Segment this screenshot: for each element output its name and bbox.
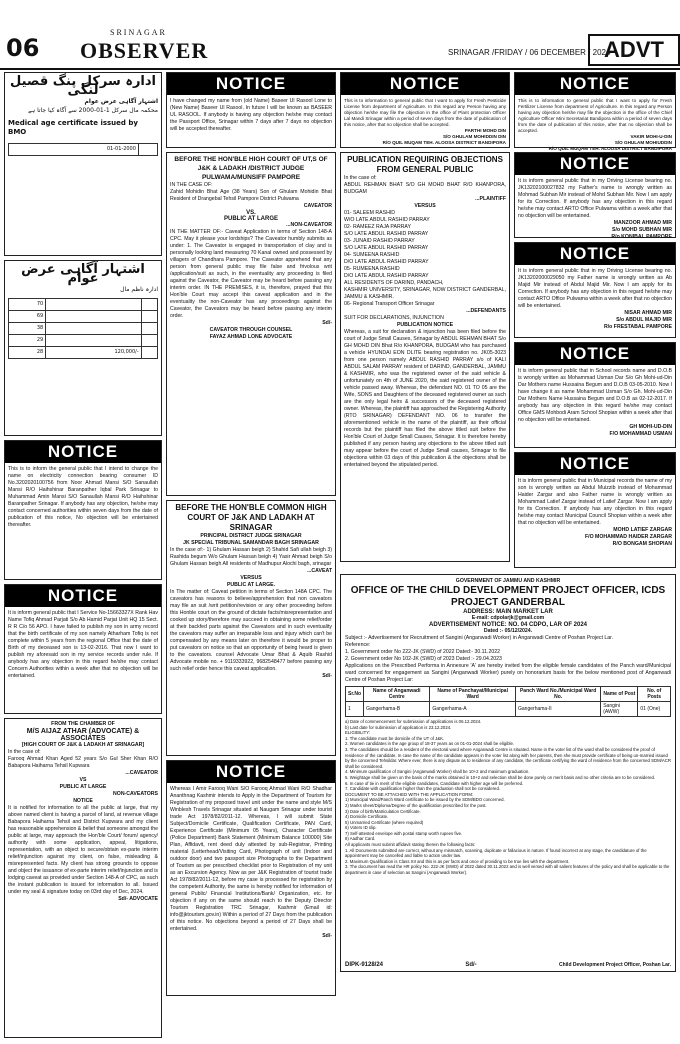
eligibility-point: 5. Weightage shall be given on the basis of the marks obtained in 10+2 and selection shall be done purely on merit basis and no other criteria are to be considered. <box>345 774 656 780</box>
case-of: In the case of: <box>8 749 41 755</box>
vs: VERSUS <box>240 575 262 581</box>
court-name: [HIGH COURT OF J&K & LADAKH AT SRINAGAR] <box>21 742 145 748</box>
govt-advertisement <box>340 574 676 972</box>
dateline: SRINAGAR /FRIDAY / 06 DECEMBER / 2024 <box>448 48 611 57</box>
signature: MOHD LATIEF ZARGAR <box>613 527 672 533</box>
defendant-line: 03- JUNAID RASHID PARRAY <box>344 238 415 244</box>
notice-body: This is to inform the general public that I intend to change the name on electricity connection bearing consumer ID No.3202020100756 from Noor Ahmad Mansi S/O Sanaullah Mansi R/O Haihshinar Baranpather Iqbal Park Srinagar to Muhammad Amin Mansi S/O Sanaullah Mansi R/O Haihshinar Baranpather Srinagar. If anybody has any objection, he/she may contact concerned authorities within seven days from the date of publication of this notice, No objection will be entertained thereafter. <box>8 466 158 528</box>
court-sub-2: JK SPECIAL TRIBUNAL SAMANDAR BAGH SRINAGAR <box>183 540 319 546</box>
defendant-line: 04- SUMEENA RASHID <box>344 252 400 258</box>
publication-objections <box>340 152 510 562</box>
through: CAVEATOR THROUGH COUNSEL <box>209 327 293 333</box>
table-cell: 29 <box>9 335 46 347</box>
eligibility-point: 1. The candidate must be domicile of the UT of J&K. <box>345 735 445 741</box>
signature: PARTHI MOHD DIN <box>464 128 506 133</box>
signature-relation: F/O MOHAMMAD USMAN <box>609 431 672 437</box>
dipk-number: DIPK-9128/24 <box>345 962 384 968</box>
table-cell: Gangerhama-B <box>364 702 430 717</box>
caveator: CAVEATOR <box>303 203 332 209</box>
table-row <box>9 335 158 347</box>
officer-title: Child Development Project Officer, Poshan Lar. <box>559 962 671 968</box>
non-caveators: NON-CAVEATORS <box>113 791 158 797</box>
defendant-list <box>344 210 506 308</box>
defendant-line: S/O LATE ABDUL RASHID PARRAY <box>344 245 429 251</box>
table-row <box>9 311 158 323</box>
non-caveator: ...NON-CAVEATOR <box>286 222 332 228</box>
advertisement-number: ADVERTISEMENT NOTICE: NO. 04 CDPO, LAR OF 2024 <box>428 622 588 628</box>
signature-address: R/o KONIBAL PAMPORE <box>611 234 672 240</box>
defendant-line: ALL RESIDENTS OF DARIND, PANDACH, <box>344 280 444 286</box>
signature-relation: S/O GHULAM MOHIUDDIN <box>614 140 672 145</box>
notice-heading: NOTICE <box>5 585 161 607</box>
court-sub: PRINCIPAL DISTRICT JUDGE SRINAGAR <box>200 533 302 539</box>
notice-driving-license-2 <box>514 242 676 338</box>
notice-heading: NOTICE <box>515 243 675 265</box>
masthead-bar <box>0 0 680 70</box>
notice-heading: NOTICE <box>5 441 161 463</box>
table-row <box>9 299 158 311</box>
defendants: ...DEFENDANTS <box>466 308 506 314</box>
urdu-line: اشتہار آگاہی عرض عوام <box>84 98 158 105</box>
page-number: 06 <box>6 34 40 62</box>
urdu-line: محکمہ مال سرکل 1-01-2000 سے آگاہ کیا جاتا ہے <box>28 107 158 114</box>
notice-army <box>4 584 162 714</box>
signature: Sd/- <box>322 320 332 326</box>
notice-fertilizer <box>514 72 676 151</box>
notice-label: NOTICE <box>73 798 93 804</box>
eligibility-point: 4. Minimum qualification of Sangini (Anganwadi Worker) shall be 10+2 and maximum graduation. <box>345 769 530 775</box>
notice-school-records <box>514 342 676 448</box>
table-row <box>346 702 671 717</box>
table-cell: Gangerhama-A <box>430 702 516 717</box>
signature-relation: S/o MOHD SUBHAN MIR <box>612 227 672 233</box>
public: PUBLIC AT LARGE. <box>226 582 276 588</box>
caveat-body: In The matter of: Caveat petition in terms of Section 148A CPC. The caveators has reasons to believe/apprehension that non caveators may file an suit /writ petition/revision or any other proceeding before this Honble court on the ground of dictate facts/misrepresentation and cooked up story/therefore may succeed in obtaining some relief/order at their backfed parts against the Caveators and in such eventuality the caveators may suffer an irreparable loss and injury which can't be compensated by any means later on therefore it would be proper to put caveators on notice so that an opportunity of being heard is given to the caveators. counsel Advocate Umar Bhat & Aquib Rashid Advocate mobile no. + 9119333922, 9682548477 before passing any such relief order hence this caveat application. <box>170 589 332 672</box>
table-cell: 1 <box>346 702 364 717</box>
notice-body: Whereas I Amir Farooq Wani S/O Farooq Ahmad Wani R/O Shadhar Ananthnag Kashmir intends to Apply in the Department of Tourism for Registration of my proposed travel unit under the name and style M/S Winblesh Travels Srinagar situated at Naugam Srinagar under tourist trade Act 1978/82/2011-12. Whereas, I will submit State Subject/Domicile Certificate, Qualification Certificate, PAN Card, Experience Certificate (Minimum 05 Years), Character Certificate (Police Department) Bank Statement (Minimum Balance 100000) Site Plan, Affidavit, rent deed duly attested by sub-Registrar, Printing material (Letterhead/Visiting Card, Photograph of unit (Indoor and outdoor door) and two passport size Photographs to the Department of Tourism as per prescribed checklist prior to Registration of my unit as an Excursion Agency. Now as per J&K Registration of tourist trade Act 1978/82/2011-12, before my case is processed for registration by the competent Authority, the same is hereby notified for information of general Public/ Financial Institutions/Bank/ Organization, etc. for objection if any on the same should reach to the Deputy Director Tourism Registration TRC Srinagar, Kashmir (Email id: info@jktourism.gov.in) Within a period of 27 Days from the publication of this notice. No objections beyond a period of 27 Days shall be entertained. <box>170 786 332 932</box>
notice-body: It is inform general public that in my Driving License bearing no. JK13202100027832 my Father's name is wrongly written as Mohmad Subhan Mir instead of Mohd Subhan Mir. Now I am apply for its Correction. If anybody has any objection in this regard he/she may contact ARTO Office Pulwama within a week after that no objection will be entertained. <box>518 178 672 219</box>
eligibility-point: b) Last date for submission of application is 23.12.2024. <box>345 724 452 730</box>
eligibility-point: 3) Date of birth/Matriculation Certificate. <box>345 808 421 814</box>
reference: 2. Government order No 102-JK (SWD) of 2023 Dated :- 29.04.2023 <box>345 656 502 662</box>
chamber: FROM THE CHAMBER OF <box>51 721 115 727</box>
caveat-srinagar <box>166 500 336 756</box>
eligibility-point: 1. All Documents submitted are correct, without any mismatch, scanning, duplicate or fallacious in nature. If found incorrect at any stage, the candidature of the appointment may be cancelled and liable to action under law. <box>345 847 647 859</box>
eligibility-point: 7. Candidate with qualification higher than the graduation shall not be considered. <box>345 786 501 792</box>
eligibility-point: 2) Marks sheet/Diploma/Degree of the qualification prescribed for the post. <box>345 802 487 808</box>
notice-heading: NOTICE <box>341 73 509 95</box>
party: ABDUL REHMAN BHAT S/O GH MOHD BHAT R/O KHANPORA, BUDGAM <box>344 182 506 195</box>
notice-body: It is inform general public that in my Driving License bearing no. JK13202000029050 my Father name is wrongly written as Ab Majid Mir instead of Abdul Majid Mir. Now I am apply for its Correction. If anybody has any objection in this regard he/she may contact ARTO Office Pulwama within a week after that no objection will be entertained. <box>518 268 672 309</box>
column-header: Panch Ward No./Municipal Ward No. <box>516 687 601 702</box>
eligibility-point: 2. Women candidates in the age group of 18-37 years as on 01-01-2024 shall be eligible. <box>345 741 515 747</box>
public: PUBLIC AT LARGE <box>224 216 278 222</box>
vs: VS. <box>246 210 256 216</box>
caveator: ...CAVEATOR <box>125 770 158 776</box>
eligibility-point: a) Date of commencement for submission of applications is 06.12.2024. <box>345 719 482 724</box>
signature: GH MOHI-UD-DIN <box>629 424 672 430</box>
table-header-row <box>346 687 671 702</box>
urdu-notice-title: ادارہ سرکل پنگ قصیل لنگی <box>9 74 157 98</box>
table-cell: 69 <box>9 311 46 323</box>
notice-body: This is to information to general public that I want to apply for Fresh Fertilizer License from department of Agriculture. In this regard any Person having any objection he/she may file the objection in the office of the Chief Agriculture Officer Mini Secretariat Bandipora within a period of seven days from the date of publication of this notice, after that no objection shall be accepted. <box>518 98 672 133</box>
column-header: No. of Posts <box>638 687 671 702</box>
firm-name: M/S AIJAZ ATHAR (ADVOCATE) & ASSOCIATES <box>26 728 140 742</box>
defendant-line: D/O LATE ABDUL RASHID PARRAY <box>344 259 429 265</box>
notice-heading: NOTICE <box>515 343 675 365</box>
table-row <box>9 347 158 359</box>
counsel: FAYAZ AHMAD LONE ADVOCATE <box>209 334 293 340</box>
subject: Subject :- Advertisement for Recruitment of Sangini (Anganwadi Worker) in Anganwadi Centre of Poshan Project Lar. <box>345 635 614 641</box>
notice-heading: NOTICE <box>515 73 675 95</box>
caveat-label: ...CAVEAT <box>307 568 332 574</box>
officer-sig: Sd/- <box>465 962 477 968</box>
table-cell: 38 <box>9 323 46 335</box>
eligibility-point: 8) Aadhar Card. <box>345 836 376 842</box>
court-title: BEFORE THE HON'BLE COMMON HIGH COURT OF J&K AND LADAKH AT SRINAGAR <box>175 503 327 532</box>
party-list: In the case of:- 1) Ghulam Hassan beigh 2) Shahid Safi ullah beigh 3) Rashida begum W/o Ghulam Hassan beigh 4) Yasir Ahmad beigh S/o Ghulam Hassan beigh All residents of Madhupur Alochi bagh, srinagar <box>170 547 332 567</box>
signature-relation: S/o ABDUL MAJID MIR <box>616 317 672 323</box>
column-header: Name of Anganwadi Centre <box>364 687 430 702</box>
urdu-cert: Medical age certificate issued by BMO <box>8 119 138 136</box>
eligibility-point: 7) Self-attested envelope with postal stamp worth rupees five. <box>345 830 463 836</box>
table-cell: 28 <box>9 347 46 359</box>
signature: Sd/- <box>322 933 332 939</box>
notice-pesticide <box>340 72 510 148</box>
notice-body: I have changed my name from (old Name) Baseer Ul Rasool Lone to (New Name) Baseer Ul Rasool. In future I will be known as BASEER UL RASOOL. If anybody is having any objection he/she may contact the Passport Office, Srinagar within 7 days after 7 days no objection will be accepted thereafter. <box>170 98 332 132</box>
signature-relation: F/O MOHAMMAD HAIDER ZARGAR <box>584 534 672 540</box>
notice-heading: NOTICE <box>167 73 335 95</box>
suit: SUIT FOR DECLARATIONS, INJUNCTION <box>344 315 444 321</box>
eligibility-point: ELIGIBILITY: <box>345 730 371 736</box>
advert-footer <box>345 962 671 968</box>
eligibility-point: 6) Voters ID slip. <box>345 825 377 831</box>
publication-title: PUBLICATION REQUIRING OBJECTIONS FROM GENERAL PUBLIC <box>347 155 503 174</box>
column-2 <box>166 72 336 972</box>
caveat-body: IN THE MATTER OF:- Caveat Application in terms of Section 148-A CPC. May it please your lordships? The Caveator humbly submits as under: 1. The Caveator is engaged in transportation of clay and is personally looking land measuring 70 Kanal owned and possessed by villagers of Chandhara Pampore. The Caveator apprehend that any person from general public may file false and frivolous writ /application/suit as such, in the eventuality any proceeding is filed against the Caveator, the Caveator may be heard before passing any interim order. IN THE PREMISES, it is, therefore, prayed that this Hon'ble Court may accept this caveat application and in the eventuality the non-Caveator has any proceedings against the Caveator, the Caveators may be heard before passing any interim order. <box>170 229 332 319</box>
eligibility-point: 2. Maximum Qualification is Class XII and this is as per facts and once of providing to be true lies with the department. <box>345 858 570 864</box>
court-title: BEFORE THE HON'BLE HIGH COURT OF UT,S OF J&K & LADAKH /DISTRICT JUDGE PULWAMA/MUNSIFF PAMPORE <box>174 156 328 181</box>
notice-body: It is inform general public that I Service No-15663327X Rank Hav Name Tofiq Ahmad Parjati S/o Ab Hamid Parjat Unit HQ 15 Sect. R R C/o 56 APO. I have failed to publish my son in army record that the birth certificate of my son namely Atharham Tofiq is not complete within 5 years from the regional Office that the date of Birth of my deceased son is 13-02-2016. That now I want to publish my aforesaid son in my service records under rule. If anybody has any objection in this regard he/she may contact Concern Authorities within a week after that no objection will be entertained. <box>8 610 158 679</box>
signature: NISAR AHMAD MIR <box>624 310 672 316</box>
eligibility-point: 4) Domicile Certificate. <box>345 814 389 820</box>
case-of: IN THE CASE OF: <box>170 182 213 188</box>
plaintiff: ...PLAINTIFF <box>475 196 506 202</box>
notice-body: It is inform general public that in Municipal records the name of my son is wrongly written as Abdul Muizzib instead of Mohammad Haider Zargar and also Father name is wrongly written as Mohammad Latief Zargar instead of Latief Zargar. Now I am apply for its Correction. If anybody has any objection in this regard he/she may contact Municipal Council Shopian within a week after that no objection will be entertained. <box>518 478 672 526</box>
reference: 1. Government order No 222-JK (SWD) of 2022 Dated:- 30.11.2022 <box>345 649 501 655</box>
table-cell: Sangini (AWW) <box>601 702 638 717</box>
signature-relation: S/O GHULAM MOHIDDIN DIN <box>442 134 506 139</box>
notice-heading: NOTICE <box>515 153 675 175</box>
urdu-date-table <box>8 143 158 156</box>
section-label: ADVT <box>588 34 680 66</box>
urdu-notice-1 <box>4 72 162 256</box>
eligibility-points <box>345 719 671 876</box>
defendant-line: 02- RAMEEZ RAJA PARRAY <box>344 224 411 230</box>
table-cell: 01 (One) <box>638 702 671 717</box>
notice-name-change <box>166 72 336 148</box>
column-header: Name of Post <box>601 687 638 702</box>
notice-tourism <box>166 760 336 996</box>
column-1 <box>4 72 162 972</box>
defendant-line: 06- Regional Transport Officer Srinagar <box>344 301 435 307</box>
urdu-notice-title: اشتہار آگاہی عرض عوام <box>21 262 145 286</box>
eligibility-point: 5) Unmarried Certificate (where required) <box>345 819 424 825</box>
notice-body: It is notified for information to all the public at large, that my above named client is having a parcel of land, at revenue village Babapora Haiharna Tehsil and District Kupwara and my client has reasonable apprehension & belief that someone amongst the public at large, may approach the Hon'ble Court/ forum/ agency/ authority with some application, appeal, litigations, representation, with an object to secure/obtain ex-parte interim relief/injunction against my client, on false, misleading & misrepresented facts. My client has strong grounds to oppose and object the issuance of ex-parte interim relief/injunction and is lodging caveat as provided under Section 148-A of CPC, as such the instant publication is issued for information to all. Issued under my seal & signature today on 03rd day of Dec, 2024. <box>8 805 158 895</box>
urdu-date: 01-01-2000 <box>9 144 139 156</box>
column-header: Sr.No <box>346 687 364 702</box>
table-row <box>9 323 158 335</box>
masthead-small: SRINAGAR <box>110 28 167 37</box>
intro: Applications on the Prescribed Performa in Annexure 'A' are hereby invited from the eligible female candidates of the Panch ward/Municipal ward concerned for engagement as Sangini (Anganwadi Worker) purely on honorarium basis for the below mentioned post of Anganwadi Centre of Poshan Project Lar: <box>345 663 671 683</box>
notice-municipal <box>514 452 676 568</box>
publication-body: Whereas, a suit for declaration & injunction has been filed before the court of Judge Small Causes, Srinagar by ABDUL REHMAN BHAT S/o GH MOHD DIN Bhat R/o KHANPORA, BUDGAM who has purchased a vehicle HYUNDAI EON DLITE bearing registration no. JK05-3023 from one person namely ABDUL RASHID PARRAY s/o of KALI ABDUL SALAM PARRAY resident of DARIND, GANDERBAL, JAMMU & KASHMIR, who was the registered owner of the said vehicle & unfortunately on 4th of JUNE 2020, the said registered owner of the vehicle passed away. Whereas, the defendant NO. 01 TO 05 are the Wife, SONS and Daughters of the deceased registered owner as such are the only legal heirs & successors of the deceased registered owner. Whereas, the plaintiff has approached the Registering Authority (RTO SRINAGAR) DEFENDANT NO. 06 to transfer the aforementioned vehicle in the name of the plaintiff, as their official records but the plaintiff has filed the above titled suit before the Hon'ble Court of Judge Small Causes, Srinagar. It is therefore hereby published if any person having any objections to the above titled suit may appear before the court of Judge Small causes, Srinagar to file objections within 03 days of this publication & the objections shall be entertained beyond the stipulated period. <box>344 329 506 468</box>
defendant-line: 05- RUMEENA RASHID <box>344 266 400 272</box>
publication-notice: PUBLICATION NOTICE <box>396 322 454 328</box>
table-amount: 120,000/- <box>46 347 141 359</box>
signature: Sd/- ADVOCATE <box>118 896 158 902</box>
urdu-sub: ادارہ ناظم مال <box>120 286 158 293</box>
column-4 <box>514 72 676 564</box>
govt-name: GOVERNMENT OF JAMMU AND KASHMIR <box>455 578 561 584</box>
signature: VAKIR MOHI-U-DIN <box>630 134 672 139</box>
vs: VS <box>79 777 87 783</box>
urdu-table <box>8 298 158 359</box>
court-caveat-kupwara <box>4 718 162 1038</box>
notice-heading: NOTICE <box>515 453 675 475</box>
notice-electricity <box>4 440 162 580</box>
caveat-pampore <box>166 152 336 496</box>
table-cell: Gangerhama-II <box>516 702 601 717</box>
signature-address: R/O QUIL MUQAM TEH. ALOOSA DISTRICT BANDIPORA <box>382 140 506 145</box>
defendant-line: W/O LATE ABDUL RASHID PARRAY <box>344 217 430 223</box>
eligibility-point: 6. In case of tie in merit of the eligible candidates, Candidate with higher age will be preferred. <box>345 780 524 786</box>
notice-heading: NOTICE <box>167 761 335 783</box>
party: Farooq Ahmad Khan Aged 52 years S/o Gul Sher Khan R/O Babapora Haiharna Tehsil Kupwara <box>8 756 158 769</box>
table-cell: 70 <box>9 299 46 311</box>
signature: MANZOOR AHMAD MIR <box>613 220 672 226</box>
notice-body: This is to information to general public that I want to apply for Fresh Pesticide License from department of Agriculture. In this regard any Person having any objection he/she may file the objection in the office of Plant protection Officer Lal Mandi Srinagar within a period of seven days from the date of publication of this notice, after that no objection shall be accepted. <box>344 98 506 127</box>
column-header: Name of Panchayat/Municipal Ward <box>430 687 516 702</box>
eligibility-point: DOCUMENT TO BE ATTACHED WITH THE APPLICATION FORM: <box>345 791 474 797</box>
public: PUBLIC AT LARGE <box>59 784 107 790</box>
office-title: OFFICE OF THE CHILD DEVELOPMENT PROJECT OFFICER, ICDS PROJECT GANDERBAL <box>350 585 666 608</box>
case-of: In the case of: <box>344 175 377 181</box>
defendant-line: D/O LATE ABDUL RASHID PARRAY <box>344 273 429 279</box>
eligibility-point: 3. The candidates should be a resident of the electoral ward where Anganwadi Centre is situated. Name in the voter list of the ward shall be considered the proof of residence of the candidate. In case the name of the candidate appears in the voter list along with her parents, then she must provide certificate of being un-married issued by the concerned Tehsildar. Where ever, there is any dispute as to residence of any candidate, the certificate certifying the ward of residence from the concerned SDM/ACR shall be considered. <box>345 746 671 769</box>
office-email: E-mail: cdpolarjk@gmail.com <box>471 615 545 621</box>
office-address: ADDRESS: MAIN MARKET LAR <box>463 609 553 615</box>
eligibility-point: 3. The document has read the HR policy No. 222-JK (SWD) of 2022 dated 30.11.2022 and is well versed with all salient features of the policy and shall be applicable to the department in case of selection as Sangini (Anganwadi Worker). <box>345 864 670 876</box>
reference: Reference: <box>345 642 371 648</box>
notice-body: It is inform general public that in School records name and D.O.B is wrongly written as Mohammad Usman Dar S/o Gh Mohi-ud-Din Dar Mothers name Hussaina Begum and D.O.B 03-05-2010. Now I have change it as name Mohammad Usman S/o Gh. Mohi-ud-Din Dar Mothers Name Hussaina Begum and D.O.B as 02-12-2017. If anybody has any objection in this regard he/she may contact Office GMS Mohbodi Aram School Shopian within a week after that no objection will be entertained. <box>518 368 672 423</box>
defendant-line: KASHMIR UNIVERSITY, SRINAGAR, NOW DISTRICT GANDERBAL, JAMMU & KASHMIR. <box>344 287 506 300</box>
eligibility-point: All applicants must submit affidavit stating therein the following facts: <box>345 842 476 848</box>
signature-address: R/O BONGAM SHOPIAN <box>612 541 672 547</box>
advertisement-date: Dated :- 05/12/2024. <box>483 628 533 634</box>
signature: Sd/- <box>322 673 332 679</box>
vs: VERSUS <box>414 203 436 209</box>
eligibility-point: 1) Municipal Ward/Panch Ward certificate to be issued by the SDM/BDO concerned. <box>345 797 505 803</box>
masthead-title: OBSERVER <box>80 38 209 63</box>
signature-address: R/O QUIL MUQAM TEH. ALOOSA DISTRICT BANDIPORA <box>548 146 672 151</box>
notice-driving-license-1 <box>514 152 676 238</box>
urdu-notice-2 <box>4 260 162 436</box>
party: Zahid Mohidin Bhat Age (38 Years) Son of Ghulam Mohidin Bhat Resident of Drangebal Tehsil Pampore District Pulwama <box>170 189 332 202</box>
defendant-line: S/O LATE ABDUL RASHID PARRAY <box>344 231 429 237</box>
defendant-line: 01- SALEEM RASHID <box>344 210 396 216</box>
column-3 <box>340 72 510 564</box>
post-table <box>345 686 671 717</box>
signature-address: R/o FRESTABAL PAMPORE <box>603 324 672 330</box>
